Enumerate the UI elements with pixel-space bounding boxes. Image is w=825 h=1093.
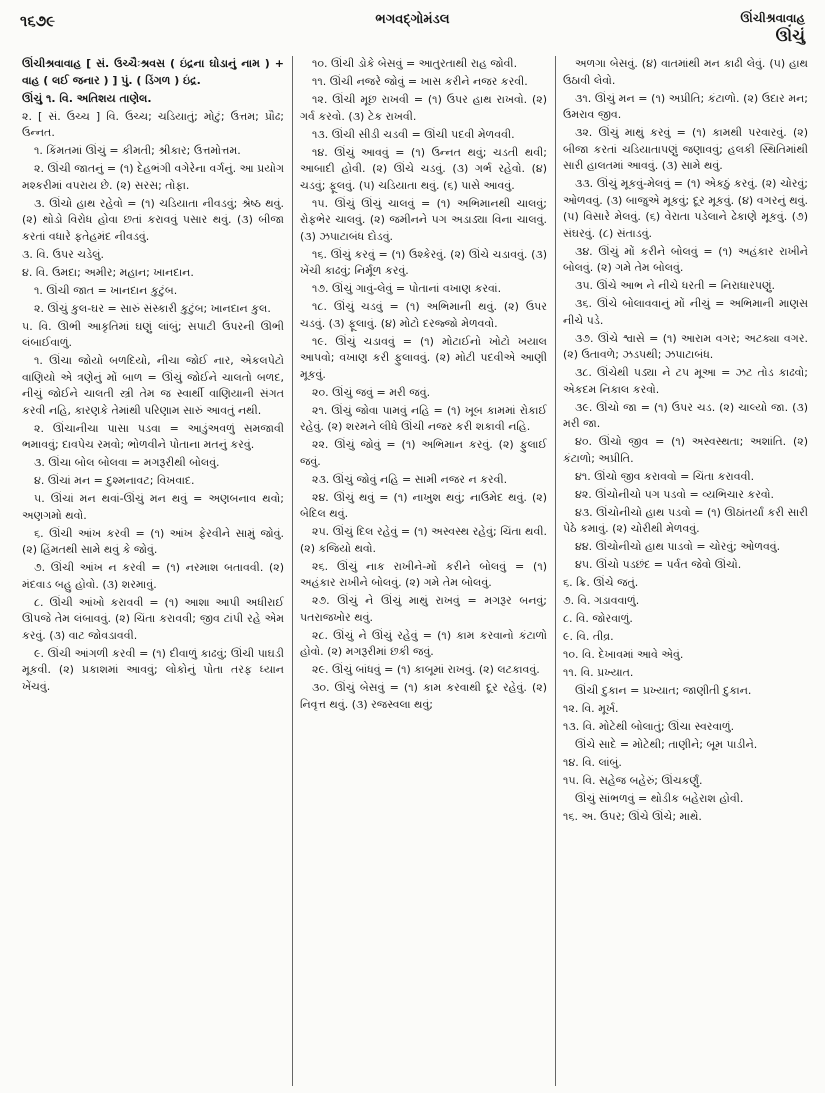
sub-entry: ૮. ઊંચી આંખો કરાવવી = (૧) આશા આપી અધીરાઈ ઊપજે તેમ લંબાવવું. (૨) ચિંતા કરાવવી; જીવ ટાંપી રહે એમ કરવું. (૩) વાટ જોવડાવવી.	[22, 595, 284, 642]
sub-entry: ૩૯. ઊંચો જા = (૧) ઉપર ચડ. (૨) ચાલ્યો જા. (૩) મરી જા.	[563, 400, 808, 430]
sub-entry: ૪૪. ઊંચોનીચો હાથ પાડવો = ચોરવું; ઓળવવું.	[575, 540, 781, 553]
sub-entry: ૩૫. ઊંચે આભ ને નીચે ધરતી = નિરાધારપણું.	[575, 279, 776, 292]
sub-entry: ૨. ઊંચી જાતનું = (૧) દેહભંગી વગેરેના વર્ગનું. આ પ્રયોગ મશ્કરીમાં વપરાય છે. (૨) સરસ; તોફા.	[22, 162, 284, 192]
sub-entry: ૫. ઊંચાં મન થવાં-ઊંચું મન થવું = અણબનાવ થવો; અણગમો થવો.	[22, 492, 284, 522]
sense-entry: ૮. વિ. જોરવાળું.	[563, 612, 633, 625]
sub-entry: ઊંચું સાંભળવું = થોડીક બહેરાશ હોવી.	[575, 792, 744, 805]
sub-entry: ૩૮. ઊંચેથી પડ્યા ને ટપ મૂઆ = ઝટ તોડ કાઢવો; એકદમ નિકાલ કરવો.	[563, 366, 808, 396]
sub-entry: ૩. ઊંચા બોલ બોલવા = મગરૂરીથી બોલવું.	[34, 456, 220, 469]
sub-entry: ૧૬. ઊંચું કરવું = (૧) ઉશ્કેરવું. (૨) ઊંચે ચડાવવું. (૩) ખેંચી કાઢવું; નિર્મૂળ કરવું.	[300, 247, 547, 277]
guide-word-first: ઊંચીશ્રવાવાહ	[740, 11, 805, 25]
sense-entry: ૧૫. વિ. સહેજ બહેરું; ઊંચકર્ણું.	[563, 774, 703, 787]
sub-entry: ૧. ઊંચી જાત = ખાનદાન કુટુંબ.	[34, 283, 178, 297]
sub-entry: ૨૮. ઊંચું ને ઊંચું રહેવું = (૧) કામ કરવાનો કંટાળો હોવો. (૨) મગરૂરીમાં છકી જવું.	[300, 628, 547, 658]
sense-entry: ૧૬. અ. ઉપર; ઊંચે ઊંચે; માથે.	[563, 810, 702, 823]
sense-entry: ૧૪. વિ. લાંબું.	[563, 756, 622, 769]
sense-entry: ૪. વિ. ઉમદા; અમીર; મહાન; ખાનદાન.	[22, 265, 194, 279]
sub-entry: ઊંચે સાદે = મોટેથી; તાણીને; બૂમ પાડીને.	[575, 738, 758, 751]
sub-entry: ૧૪. ઊંચું આવવું = (૧) ઉન્નત થવું; ચડતી થવી; આબાદી હોવી. (૨) ઊંચે ચડવું. (૩) ગર્ભ રહેવો. (૪) ચડવું; ફૂલવું. (૫) ચડિયાતા થવું. (૬) પાસે આવવું.	[300, 145, 547, 192]
sub-entry: ૪૦. ઊંચો જીવ = (૧) અસ્વસ્થતા; અશાંતિ. (૨) કંટાળો; અપ્રીતિ.	[563, 435, 808, 465]
sub-entry: ૬. ઊંચી આંખ કરવી = (૧) આંખ ફેરવીને સામું જોવું. (૨) હિંમતથી સામે થવું કે જોવું.	[22, 526, 284, 556]
sub-entry: ૨૭. ઊંચું ને ઊંચું માથું રાખવું = મગરૂર બનવું; પતરાજખોર થવું.	[300, 594, 547, 624]
sub-entry: ૩૧. ઊંચું મન = (૧) અપ્રીતિ; કંટાળો. (૨) ઉદાર મન; ઉમરાવ જીવ.	[563, 91, 808, 121]
page-number: ૧૬૭૯	[20, 12, 56, 30]
book-title: ભગવદ્ગોમંડલ	[375, 12, 450, 27]
sub-entry: ૩૬. ઊંચે બોલાવવાનું મોં નીચું = અભિમાની માણસ નીચે પડે.	[563, 297, 808, 327]
sub-entry: ૩૨. ઊંચું માથું કરવું = (૧) કામથી પરવારવું. (૨) બીજા કરતાં ચડિયાતાપણું જણાવવું; હલકી સ્થિતિમાંથી સારી હાલતમાં આવવું. (૩) સામે થવું.	[563, 126, 808, 172]
sub-entry: ૧૦. ઊંચી ડોકે બેસવું = આતુરતાથી રાહ જોવી.	[312, 57, 518, 70]
sub-entry: ૪. ઊંચાં મન = દુશ્મનાવટ; વિખવાદ.	[34, 474, 195, 487]
sub-entry: ૧૯. ઊંચું ચડાવવું = (૧) મોટાઈનો ખોટો ખયાલ આપવો; વખાણ કરી ફુલાવવું. (૨) મોટી પદવીએ આણી મૂકવું.	[300, 334, 547, 381]
sub-entry: ૪૫. ઊંચો પડછંદ = પર્વત જેવો ઊંચો.	[575, 558, 742, 571]
column-divider	[555, 56, 556, 1086]
sub-entry: ૪૩. ઊંચોનીચો હાથ પડવો = (૧) ઊઠાંતર્યાં કરી સારી પેઠે કમાવું. (૨) ચોરીથી મેળવવું.	[563, 505, 808, 535]
sub-entry: ૨૦. ઊંચું જવું = મરી જવું.	[312, 385, 431, 399]
sense-entry: ૯. વિ. તીવ્ર.	[563, 630, 614, 643]
guide-words	[740, 10, 805, 44]
sub-entry: ૨. ઊંચાનીચા પાસા પડવા = આડુંઅવળું સમજાવી ભમાવવું; દાવપેચ રમવો; ભોળવીને પોતાના મતનું કરવું.	[22, 421, 284, 451]
sub-entry: ૩૪. ઊંચું મોં કરીને બોલવું = (૧) અહંકાર રાખીને બોલવું. (૨) ગમે તેમ બોલવું.	[563, 244, 808, 274]
sub-entry: ૨૯. ઊંચું બાંધવું = (૧) કાબૂમાં રાખવું. (૨) લટકાવવું.	[312, 663, 540, 676]
sense-entry: ૧૦. વિ. દેખાવમાં આવે એવું.	[563, 648, 684, 661]
sub-entry: ૨૬. ઊંચું નાક રાખીને-મોં કરીને બોલવું = (૧) અહંકાર રાખીને બોલવું. (૨) ગમે તેમ બોલવું.	[300, 559, 547, 589]
sub-entry: ૨૨. ઊંચું જોવું = (૧) અભિમાન કરવું. (૨) ફુલાઈ જવું.	[300, 438, 547, 468]
sub-entry: અળગા બેસવું. (૪) વાતમાંથી મન કાઢી લેવું. (૫) હાથ ઉઠાવી લેવો.	[563, 57, 808, 87]
sub-entry: ૧૩. ઊંચી સીડી ચડવી = ઊંચી પદવી મેળવવી.	[312, 127, 515, 141]
sub-entry: ૩૭. ઊંચે શ્વાસે = (૧) આરામ વગર; અટક્યા વગર. (૨) ઉતાવળે; ઝડપથી; ઝપાટાબંધ.	[563, 331, 808, 361]
sub-entry: ૧૧. ઊંચી નજરે જોવું = ખાસ કરીને નજર કરવી.	[312, 75, 528, 88]
sub-entry: ૧. ઊંચા જોયો બળદિયો, નીચા જોઈ નાર, એકલપેટો વાણિયો એ ત્રણેનું મોં બાળ = ઊંચું જોઈને ચાલતો બળદ, નીચું જોઈને ચાલતી સ્ત્રી તેમ જ સ્વાર્થી વાણિયાની સંગત કરવી નહિ, કારણકે તેમાંથી પરિણામ સારું આવતું નથી.	[22, 354, 284, 417]
sub-entry: ૨૧. ઊંચું જોવા પામવું નહિ = (૧) ખૂબ કામમાં રોકાઈ રહેવું. (૨) શરમને લીધે ઊંચી નજર કરી શકાવી નહિ.	[300, 403, 547, 433]
sub-entry: ૨. ઊંચું કુલ-ઘર = સારું સંસ્કારી કુટુંબ; ખાનદાન કુલ.	[34, 301, 271, 315]
text-column-2	[300, 56, 547, 1086]
sub-entry: ૨૪. ઊંચું થવું = (૧) નાખુશ થવું; નાઉમેદ થવું. (૨) બેદિલ થવું.	[300, 490, 547, 520]
sub-entry: ૭. ઊંચી આંખ ન કરવી = (૧) નરમાશ બતાવવી. (૨) મંદવાડ બહુ હોવો. (૩) શરમાવું.	[22, 561, 284, 591]
sub-entry: ૯. ઊંચી આંગળી કરવી = (૧) દીવાળું કાઢવું; ઊંચી પાઘડી મૂકવી. (૨) પ્રકાશમાં આવવું; લોકોનું પોતા તરફ ધ્યાન ખેંચવું.	[22, 646, 284, 693]
page-header	[20, 8, 805, 48]
text-column-1	[22, 56, 284, 1086]
headword-entry: ઊંચીશ્રવાવાહ [ સં. ઉચ્ચૈઃશ્રવસ ( ઇંદ્રના ઘોડાનું નામ ) + વાહ ( લઈ જનાર ) ] પું. ( ડિંગળ ) ઇંદ્ર.	[22, 57, 284, 87]
sense-entry: ૧૧. વિ. પ્રખ્યાત.	[563, 666, 634, 679]
column-divider	[292, 56, 293, 1086]
sense-entry: ૭. વિ. ગડાવવાળું.	[563, 594, 640, 607]
sub-entry: ૧૫. ઊંચું ઊંચું ચાલવું = (૧) અભિમાનથી ચાલવું; રોફભેર ચાલવું. (૨) જમીનને પગ અડાડ્યા વિના ચાલવું. (૩) ઝપાટાબંધ દોડવું.	[300, 196, 547, 243]
sense-entry: ૫. વિ. ઊભી આકૃતિમાં ઘણું લાંબું; સપાટી ઉપરની ઊભી લંબાઈવાળું.	[22, 319, 284, 349]
sense-entry: ૩. વિ. ઉપર ચડેલું.	[22, 247, 104, 261]
sub-entry: ૨૩. ઊંચું જોવું નહિ = સામી નજર ન કરવી.	[312, 472, 508, 486]
sub-entry: ૩૦. ઊંચું બેસવું = (૧) કામ કરવાથી દૂર રહેવું. (૨) નિવૃત્ત થવું. (૩) રજસ્વલા થવું;	[300, 681, 547, 711]
sub-entry: ૩. ઊંચો હાથ રહેવો = (૧) ચડિયાતા નીવડવું; શ્રેષ્ઠ થવું. (૨) થોડો વિરોધ હોવા છતાં કરાવવું પસાર થવું. (૩) બીજા કરતાં વધારે ફતેહમંદ નીવડવું.	[22, 196, 284, 243]
guide-word-last: ઊંચું	[775, 26, 805, 45]
sub-entry: ઊંચી દુકાન = પ્રખ્યાત; જાણીતી દુકાન.	[575, 684, 752, 697]
sub-entry: ૪૧. ઊંચો જીવ કરાવવો = ચિંતા કરાવવી.	[575, 469, 755, 483]
sub-entry: ૨૫. ઊંચું દિલ રહેવું = (૧) અસ્વસ્થ રહેવું; ચિંતા થવી. (૨) કજિયો થવો.	[300, 525, 547, 555]
sub-entry: ૧. કિંમતમાં ઊંચું = કીમતી; શ્રીકાર; ઉત્તમોત્તમ.	[34, 144, 241, 157]
sub-entry: ૧૨. ઊંચી મૂછ રાખવી = (૧) ઉપર હાથ રાખવો. (૨) ગર્વ કરવો. (૩) ટેક રાખવી.	[300, 93, 547, 123]
sense-entry: ૨. [ સં. ઉચ્ચ ] વિ. ઉચ્ચ; ચડિયાતું; મોટું; ઉત્તમ; પ્રૌઢ; ઉન્નત.	[22, 109, 284, 139]
sub-entry: ૧૮. ઊંચું ચડવું = (૧) અભિમાની થવું. (૨) ઉપર ચડવું. (૩) ફૂલાવું. (૪) મોટો દરજ્જો મેળવવો.	[300, 300, 547, 330]
sub-entry: ૪૨. ઊંચોનીચો પગ પડવો = વ્યભિચાર કરવો.	[575, 487, 774, 501]
headword-entry: ઊંચું ૧. વિ. અતિશય તાણેલ.	[22, 91, 152, 105]
sub-entry: ૧૭. ઊંચું ગાવું-લેવું = પોતાનાં વખાણ કરવાં.	[312, 282, 502, 295]
sense-entry: ૧૨. વિ. મૂર્ખ.	[563, 702, 619, 715]
sub-entry: ૩૩. ઊંચું મૂકવું-મેલવું = (૧) એકઠું કરવું. (૨) ચોરવું; ઓળવવું. (૩) બાજુએ મૂકવું; દૂર મૂકવું. (૪) વગરનું થવું. (૫) વિસારે મેલવું. (૬) વેરાતા પડેલાને ઢેકાણે મૂકવું. (૭) સંઘરવું. (૮) સંતાડવું.	[563, 177, 808, 240]
text-column-3	[563, 56, 808, 1086]
sense-entry: ૧૩. વિ. મોટેથી બોલાતું; ઊંચા સ્વરવાળું.	[563, 720, 735, 733]
sense-entry: ૬. ક્રિ. ઊંચે જતું.	[563, 576, 639, 589]
